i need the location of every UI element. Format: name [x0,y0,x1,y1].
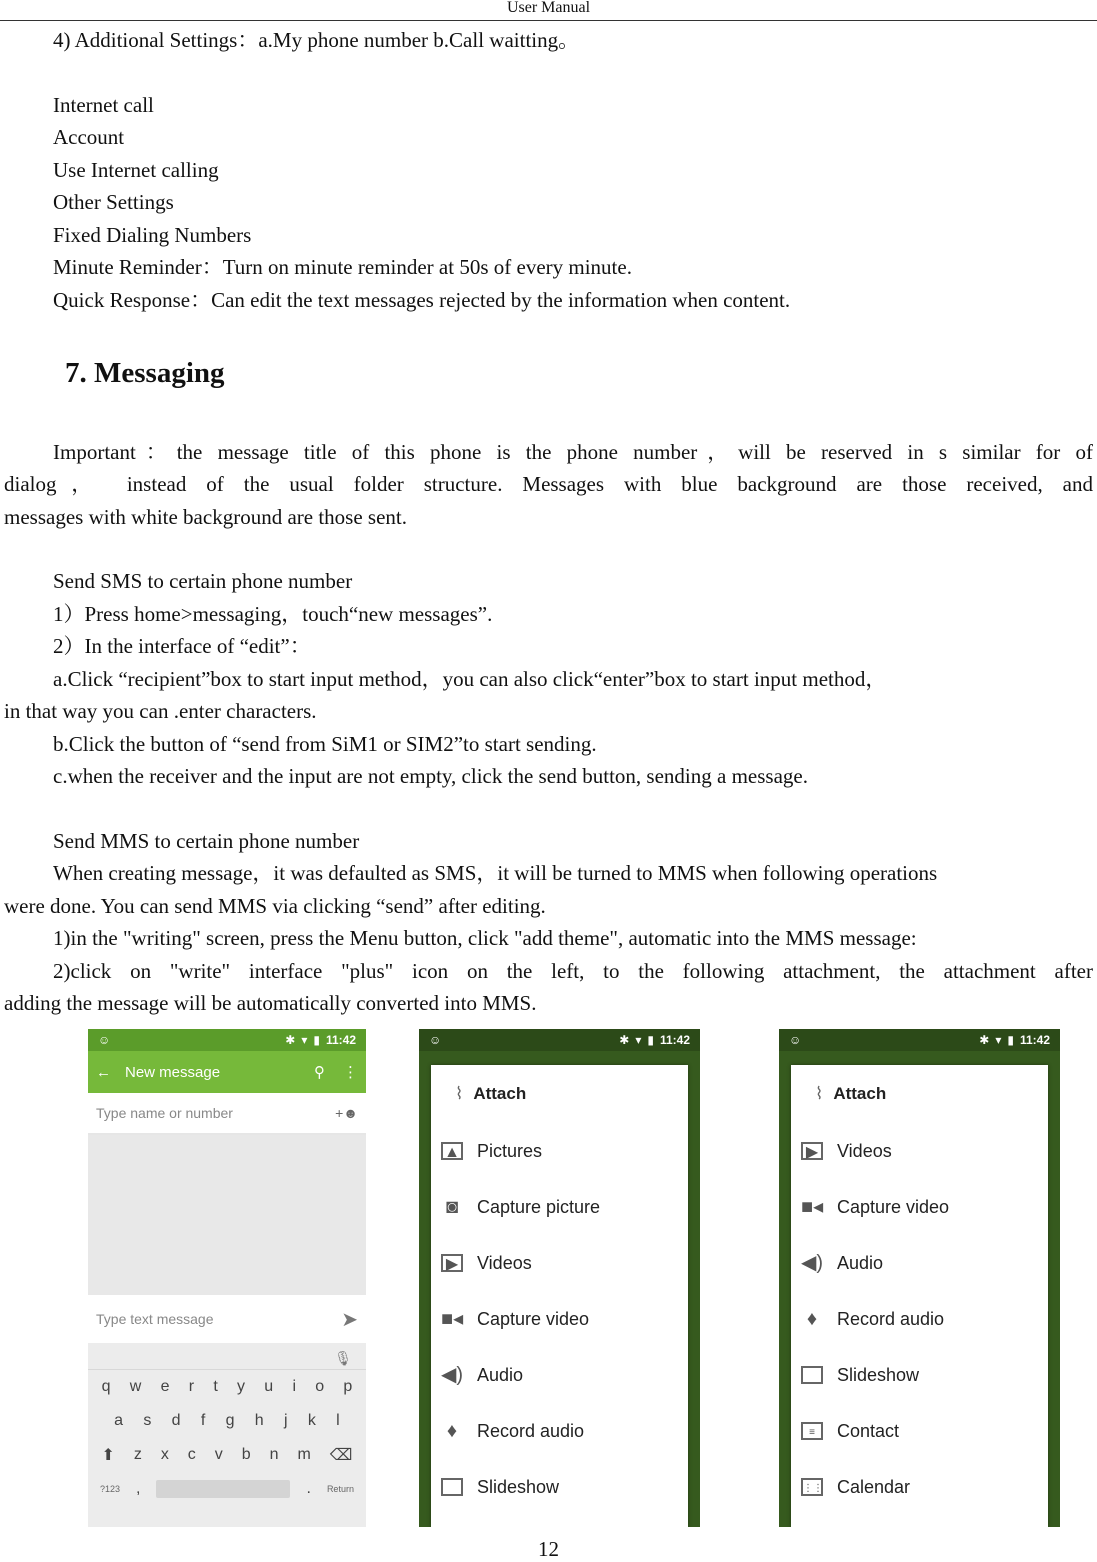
menu-item-pictures[interactable] [431,1123,688,1179]
message-input[interactable]: Type text message [96,1311,214,1327]
speaker-icon: ◀) [801,1252,824,1274]
menu-item-capture-video[interactable] [431,1291,688,1347]
camera-icon: ◙ [445,1196,459,1218]
running-header: User Manual [0,0,1097,21]
key[interactable]: p [343,1378,353,1395]
battery-icon: ▮ [1007,1033,1014,1047]
text-line: 2)click on "write" interface "plus" icon on the left, to the following attachment, the attachment after [53,959,1093,983]
comma-key[interactable]: , [136,1480,141,1497]
text-line: Send SMS to certain phone number [53,569,353,593]
attach-dialog [791,1065,1048,1527]
video-icon: ▶ [441,1254,463,1272]
slideshow-icon [801,1366,823,1384]
key[interactable]: a [114,1412,124,1429]
status-bar [779,1029,1060,1051]
key[interactable]: e [160,1378,170,1395]
backspace-icon[interactable]: ⌫ [329,1447,353,1464]
menu-item-calendar[interactable] [791,1459,1048,1515]
key[interactable]: y [237,1378,246,1395]
recipient-input[interactable]: Type name or number [96,1105,233,1121]
text-line: Internet call [53,93,154,117]
text-line: 2）In the interface of “edit”： [53,634,311,658]
page-number: 12 [538,1537,559,1561]
back-arrow-icon[interactable]: ← [96,1063,111,1081]
key[interactable]: r [188,1378,195,1395]
keyboard-row-4 [88,1472,366,1506]
text-line: Use Internet calling [53,158,219,182]
compose-row [88,1295,366,1343]
microphone-icon: ♦ [446,1420,458,1442]
conversation-area [88,1135,366,1295]
calendar-icon: ⋮⋮ [801,1478,823,1496]
video-icon: ▶ [801,1142,823,1160]
attach-dialog [431,1065,688,1527]
add-contact-icon[interactable]: +☻ [335,1105,358,1121]
screenshot-attach-menu-2 [779,1029,1060,1527]
send-icon[interactable]: ➤ [341,1308,358,1331]
menu-item-label: Capture picture [477,1196,601,1217]
android-icon: ☺ [789,1033,802,1047]
paperclip-icon: ⌇ [815,1084,824,1103]
text-line: When creating message，it was defaulted as SMS，it will be turned to MMS when following operations [53,861,938,885]
menu-item-label: Videos [837,1140,892,1161]
app-bar [88,1051,366,1093]
text-line: adding the message will be automatically converted into MMS. [4,991,537,1015]
text-line: Fixed Dialing Numbers [53,223,252,247]
wifi-icon: ▾ [635,1033,642,1047]
dialog-title-text: Attach [833,1084,887,1103]
return-key[interactable]: Return [326,1484,354,1494]
paperclip-icon: ⌇ [455,1084,464,1103]
shift-icon[interactable]: ⬆ [101,1447,115,1464]
microphone-icon: ♦ [806,1308,818,1330]
keyboard-row-3 [88,1438,366,1472]
text-line: messages with white background are those sent. [4,505,407,529]
status-bar [88,1029,366,1051]
text-line: c.when the receiver and the input are not empty, click the send button, sending a message. [53,764,808,788]
text-line: Important：the message title of this phone is the phone number，will be reserved in s similar for of [53,440,1093,464]
slideshow-icon [441,1478,463,1496]
text-line: 1)in the "writing" screen, press the Menu button, click "add theme", automatic into the MMS message: [53,926,917,950]
key[interactable]: m [297,1446,311,1463]
contact-card-icon: ≡ [801,1422,823,1440]
text-line: Send MMS to certain phone number [53,829,360,853]
attach-icon[interactable]: ⚲ [314,1064,325,1081]
android-icon: ☺ [98,1033,111,1047]
menu-item-label: Contact [837,1420,900,1441]
key[interactable]: l [336,1412,340,1429]
menu-item-capture-picture[interactable] [431,1179,688,1235]
screen-title: New message [125,1063,221,1081]
menu-item-label: Pictures [477,1140,543,1161]
text-line: a.Click “recipient”box to start input method，you can also click“enter”box to start input method， [53,667,887,691]
text-line: Account [53,125,125,149]
text-line: 4) Additional Settings：a.My phone number b.Call waitting。 [53,28,580,52]
key[interactable]: j [284,1412,288,1429]
keyboard-row-1 [88,1370,366,1404]
menu-item-label: Calendar [837,1476,911,1497]
dialog-title [431,1065,688,1123]
text-line: b.Click the button of “send from SiM1 or SIM2”to start sending. [53,732,597,756]
key[interactable]: q [101,1378,111,1395]
status-bar [419,1029,700,1051]
space-key[interactable] [156,1480,290,1498]
menu-item-capture-video[interactable] [791,1179,1048,1235]
keyboard-row-2 [88,1404,366,1438]
key[interactable]: b [241,1446,251,1463]
key[interactable]: x [160,1446,169,1463]
symbols-key[interactable]: ?123 [100,1484,121,1494]
keyboard [88,1343,366,1527]
menu-item-contact[interactable] [791,1403,1048,1459]
screenshot-new-message [88,1029,366,1527]
bluetooth-icon: ✱ [285,1033,296,1047]
text-line: dialog， instead of the usual folder structure. Messages with blue background are those received, and [4,472,1093,496]
key[interactable]: k [307,1412,316,1429]
status-time: 11:42 [325,1033,356,1047]
key[interactable]: n [269,1446,279,1463]
bluetooth-icon: ✱ [619,1033,630,1047]
text-line: Minute Reminder：Turn on minute reminder at 50s of every minute. [53,255,632,279]
key[interactable]: s [143,1412,152,1429]
dialog-title [791,1065,1048,1123]
menu-item-label: Audio [477,1364,524,1385]
recipient-row [88,1093,366,1135]
key[interactable]: f [200,1412,206,1429]
status-time: 11:42 [1019,1033,1050,1047]
key[interactable]: v [214,1446,223,1463]
text-line: Quick Response：Can edit the text messages rejected by the information when content. [53,288,791,312]
key[interactable]: d [171,1412,181,1429]
key[interactable]: c [187,1446,196,1463]
menu-item-label: Capture video [837,1196,950,1217]
key[interactable]: i [292,1378,296,1395]
menu-item-audio[interactable] [431,1347,688,1403]
key[interactable]: w [129,1378,142,1395]
menu-item-slideshow[interactable] [791,1347,1048,1403]
menu-item-audio[interactable] [791,1235,1048,1291]
text-line: in that way you can .enter characters. [4,699,317,723]
videocam-icon: ■◂ [801,1196,824,1218]
wifi-icon: ▾ [995,1033,1002,1047]
menu-item-record-audio[interactable] [431,1403,688,1459]
keyboard-suggestion-bar [88,1347,366,1370]
picture-icon: ▲ [441,1142,463,1160]
key[interactable]: g [225,1412,235,1429]
menu-item-videos[interactable] [791,1123,1048,1179]
key[interactable]: t [213,1378,218,1395]
text-line: Other Settings [53,190,174,214]
screenshot-attach-menu-1 [419,1029,700,1527]
period-key[interactable]: . [306,1480,311,1497]
key[interactable]: z [133,1446,142,1463]
section-heading: 7. Messaging [65,357,225,389]
menu-item-label: Record audio [837,1308,945,1329]
key[interactable]: o [315,1378,325,1395]
menu-item-record-audio[interactable] [791,1291,1048,1347]
menu-item-slideshow[interactable] [431,1459,688,1515]
battery-icon: ▮ [647,1033,654,1047]
wifi-icon: ▾ [301,1033,308,1047]
text-line: 1）Press home>messaging，touch“new messages”. [53,602,493,626]
key[interactable]: h [254,1412,264,1429]
menu-item-label: Slideshow [837,1364,920,1385]
key[interactable]: u [264,1378,274,1395]
menu-item-label: Audio [837,1252,884,1273]
menu-item-label: Slideshow [477,1476,560,1497]
menu-item-label: Record audio [477,1420,585,1441]
videocam-icon: ■◂ [441,1308,464,1330]
mic-icon[interactable]: 🎙 [334,1349,352,1366]
android-icon: ☺ [429,1033,442,1047]
text-line: were done. You can send MMS via clicking “send” after editing. [4,894,546,918]
menu-item-videos[interactable] [431,1235,688,1291]
menu-item-label: Capture video [477,1308,590,1329]
speaker-icon: ◀) [441,1364,464,1386]
dialog-title-text: Attach [473,1084,527,1103]
overflow-menu-icon[interactable]: ⋮ [343,1064,358,1081]
menu-item-label: Videos [477,1252,532,1273]
bluetooth-icon: ✱ [979,1033,990,1047]
battery-icon: ▮ [313,1033,320,1047]
status-time: 11:42 [659,1033,690,1047]
